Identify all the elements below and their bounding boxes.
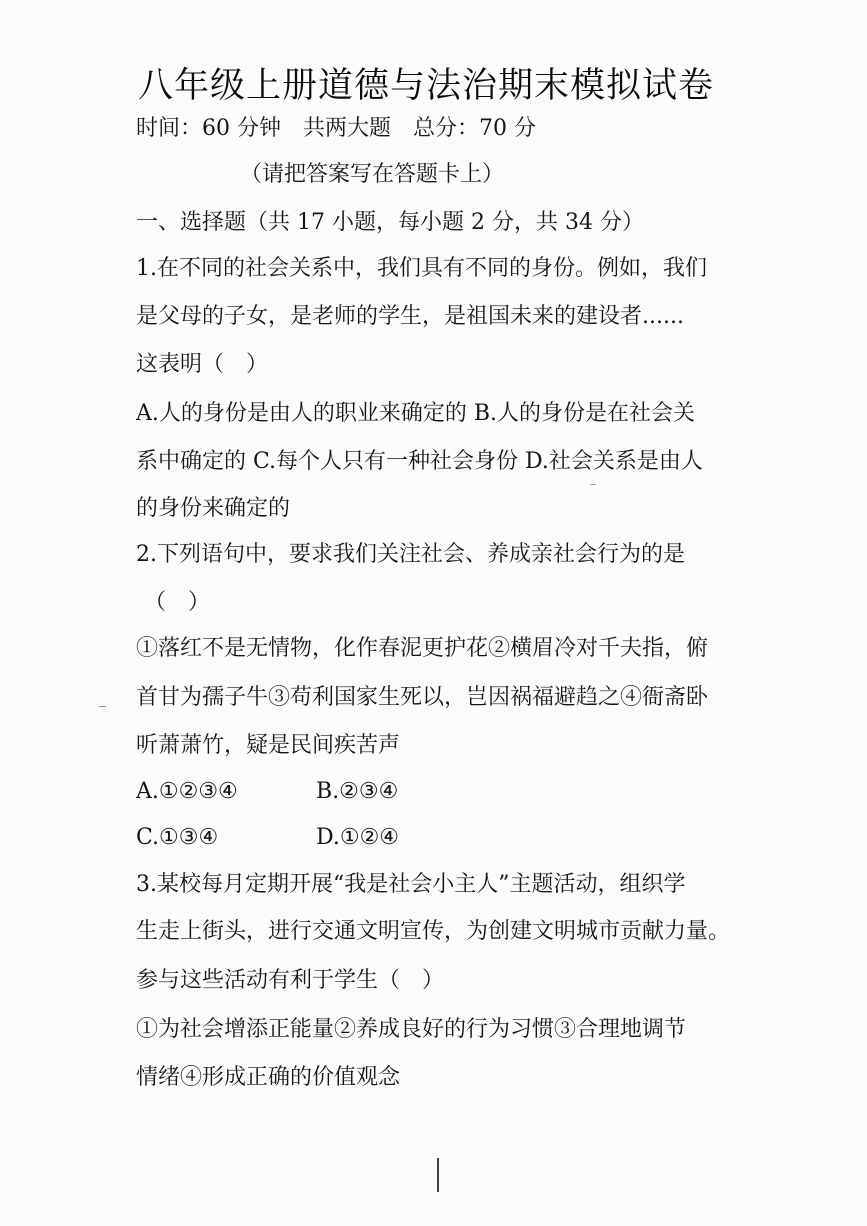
question-2-line-5: 听萧萧竹，疑是民间疾苦声 [136,733,401,758]
question-2-line-4: 首甘为孺子牛③苟利国家生死以，岂因祸福避趋之④衙斋卧 [136,685,709,710]
question-3-line-3: 参与这些活动有利于学生（ ） [136,968,445,993]
question-1-options-line-3: 的身份来确定的 [136,496,291,521]
section-title: 一、选择题（共 17 小题，每小题 2 分，共 34 分） [136,210,644,235]
question-1-line-2: 是父母的子女，是老师的学生，是祖国未来的建设者...... [136,304,684,329]
question-2-line-2: （ ） [144,590,211,615]
question-1-line-1: 1.在不同的社会关系中，我们具有不同的身份。例如，我们 [136,256,707,281]
scan-artifact [99,706,106,707]
exam-title: 八年级上册道德与法治期末模拟试卷 [138,66,715,106]
scan-artifact [590,484,596,485]
answer-note: （请把答案写在答题卡上） [240,162,505,187]
question-2-option-c: C.①③④ [136,825,219,850]
question-3-line-4: ①为社会增添正能量②养成良好的行为习惯③合理地调节 [136,1017,687,1042]
question-2-line-1: 2.下列语句中，要求我们关注社会、养成亲社会行为的是 [136,542,685,567]
exam-info: 时间：60 分钟 共两大题 总分：70 分 [136,116,536,141]
question-3-line-5: 情绪④形成正确的价值观念 [136,1065,401,1090]
question-2-option-d: D.①②④ [316,825,400,850]
question-2-option-a: A.①②③④ [136,779,238,804]
question-2-line-3: ①落红不是无情物，化作春泥更护花②横眉冷对千夫指，俯 [136,636,709,661]
question-1-options-line-1: A.人的身份是由人的职业来确定的 B.人的身份是在社会关 [136,401,696,426]
question-2-option-b: B.②③④ [316,779,399,804]
question-1-line-3: 这表明（ ） [136,352,269,377]
scan-artifact [437,1158,439,1192]
question-3-line-2: 生走上街头，进行交通文明宣传，为创建文明城市贡献力量。 [136,919,731,944]
question-3-line-1: 3.某校每月定期开展“我是社会小主人”主题活动，组织学 [136,872,686,897]
question-1-options-line-2: 系中确定的 C.每个人只有一种社会身份 D.社会关系是由人 [136,449,703,474]
